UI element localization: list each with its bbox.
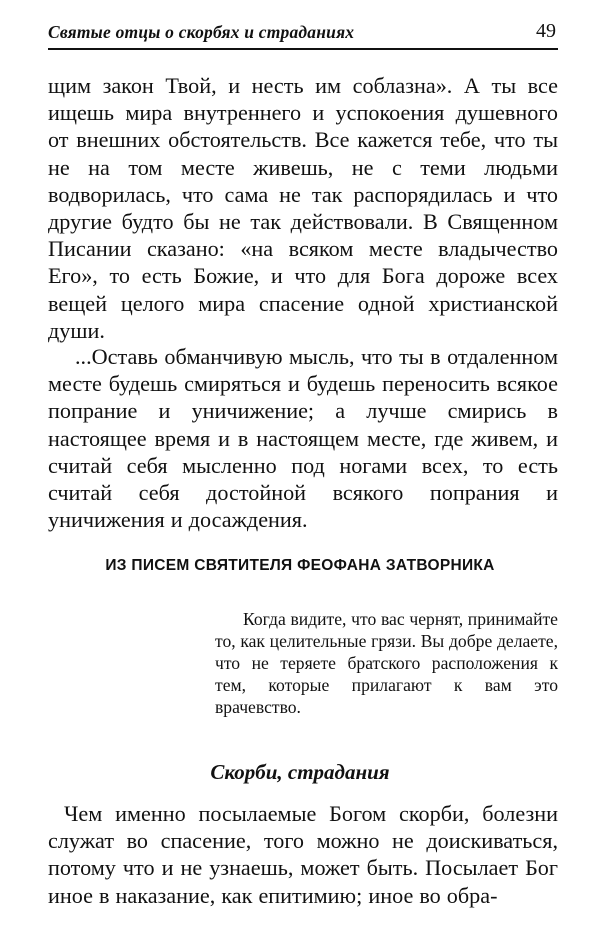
section-heading: ИЗ ПИСЕМ СВЯТИТЕЛЯ ФЕОФАНА ЗАТВОРНИКА: [105, 557, 495, 574]
running-header: [48, 20, 558, 50]
epigraph-quote: Когда видите, что вас чернят, принимайте то, как целительные грязи. Вы добре делаете, что не теряете братского расположения к тем, которые прилагают к вам это врачевство.: [215, 609, 558, 717]
paragraph-second: ...Оставь обманчивую мысль, что ты в отдаленном месте будешь смиряться и будешь переносить всякое попрание и уничижение; а лучше смирись в настоящее время и в настоящем месте, где живем, и считай себя мысленно под ногами всех, то есть считай себя достойной всякого попрания и уничижения и досаждения.: [48, 344, 558, 533]
paragraph-continuation: щим закон Твой, и несть им соблазна». А ты все ищешь мира внутреннего и успокоения душевного от внешних обстоятельств. Все кажется тебе, что ты не на том месте живешь, не с теми людьми водворилась, что сама не так распорядилась и что другие будто бы не так действовали. В Священном Писании сказано: «на всяком месте владычество Его», то есть Божие, и что для Бога дороже всех вещей целого мира спасение одной христианской души.: [48, 73, 558, 343]
running-title: Святые отцы о скорбях и страданиях: [48, 22, 355, 42]
subheading: Скорби, страдания: [210, 760, 390, 784]
page-number: 49: [536, 20, 556, 42]
paragraph-third: Чем именно посылаемые Богом скорби, болезни служат во спасение, того можно не доискиваться, потому что и не узнаешь, может быть. Посылает Бог иное в наказание, как епитимию; иное во обра-: [48, 801, 558, 908]
